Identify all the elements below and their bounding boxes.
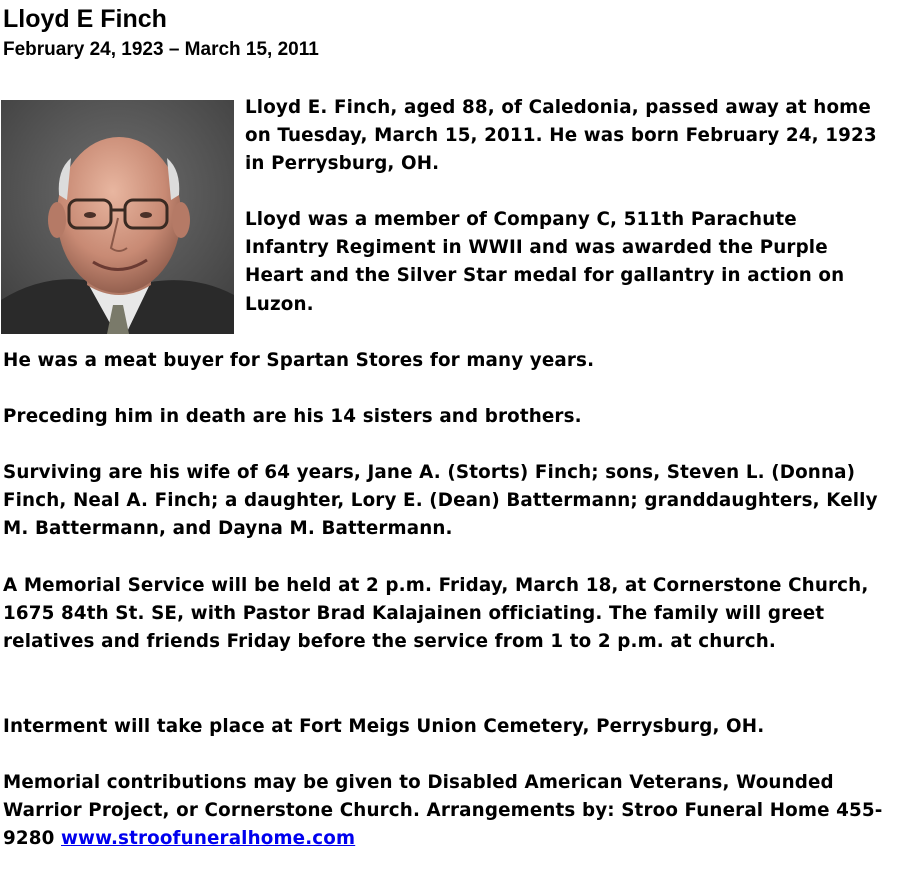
contributions-text: Memorial contributions may be given to Disabled American Veterans, Wounded Warrior Project, or Cornerstone Church. Arrangements by: Stroo Funeral Home 455-9280 [3,772,883,850]
portrait-photo [1,100,234,334]
life-dates: February 24, 1923 – March 15, 2011 [3,39,319,60]
obituary-contributions [3,769,893,854]
obituary-preceded: Preceding him in death are his 14 sisters and brothers. [3,406,582,427]
obituary-military: Lloyd was a member of Company C, 511th Parachute Infantry Regiment in WWII and was awarded the Purple Heart and the Silver Star medal for gallantry in action on Luzon. [245,209,845,315]
obituary-survivors: Surviving are his wife of 64 years, Jane A. (Storts) Finch; sons, Steven L. (Donna) Finch, Neal A. Finch; a daughter, Lory E. (Dean) Battermann; granddaughters, Kelly M. Battermann, and Dayna M. Battermann. [3,462,878,540]
obituary-career: He was a meat buyer for Spartan Stores for many years. [3,350,595,371]
obituary-service: A Memorial Service will be held at 2 p.m. Friday, March 18, at Cornerstone Church, 1675 84th St. SE, with Pastor Brad Kalajainen officiating. The family will greet relatives and friends Friday before the service from 1 to 2 p.m. at church. [3,575,869,653]
obituary-intro: Lloyd E. Finch, aged 88, of Caledonia, passed away at home on Tuesday, March 15, 2011. He was born February 24, 1923 in Perrysburg, OH. [245,97,877,175]
obituary-name: Lloyd E Finch [3,5,167,33]
funeral-home-link[interactable]: www.stroofuneralhome.com [61,828,356,850]
obituary-interment: Interment will take place at Fort Meigs Union Cemetery, Perrysburg, OH. [3,716,765,737]
